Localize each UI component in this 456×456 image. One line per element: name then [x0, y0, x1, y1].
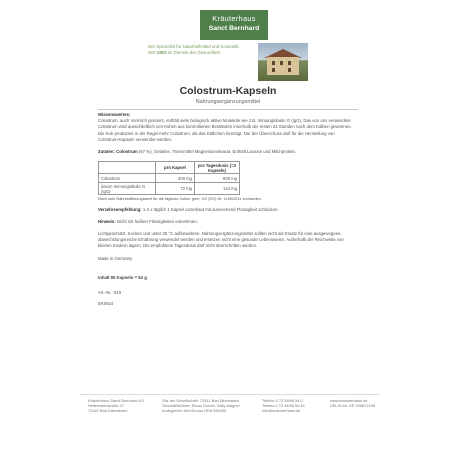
info-section — [98, 112, 356, 143]
footer-company — [162, 398, 256, 414]
building-photo — [258, 43, 308, 81]
ingredients-main: Colostrum — [116, 149, 138, 154]
table-header-row — [99, 162, 240, 174]
footer-email-link[interactable]: info@kraeuterhaus.de — [262, 408, 301, 414]
footer-line: Amtsgericht Ulm/Donau HRA 540495 — [162, 408, 227, 414]
table-header: pro Kapsel — [156, 162, 195, 174]
info-body: Colostrum, auch Vormilch genannt, enthält viele biologisch aktive Moleküle wie z.B. Immunglobulin G (IgG). Das von uns verwendete Colostrum wird ausschließlich von Kühen aus kontrollierten Beständen innerhalb der ersten 24 Stunden nach dem Kalben gewonnen. Die Kuh produziert in der Regel mehr Colostrum, als das Kälbchen benötigt. Nur der Überschuss darf für die Herstellung von Colostrum-Kapseln verwendet werden. — [98, 118, 352, 142]
page-subtitle: Nahrungsergänzungsmittel — [195, 99, 261, 105]
footer-contact — [262, 398, 324, 414]
building-facade — [267, 57, 299, 75]
hint-text: Nicht mit heißen Flüssigkeiten einnehmen. — [115, 219, 198, 224]
usage-text: 1-2 x täglich 1 Kapsel unzerkaut mit ausreichend Flüssigkeit schlucken. — [141, 207, 279, 212]
hint-section — [98, 219, 356, 225]
usage-label: Verzehrsempfehlung: — [98, 207, 142, 212]
table-row — [99, 174, 240, 183]
footer-divider — [80, 394, 380, 395]
usage-section — [98, 207, 356, 213]
ingredients-text: (67 %), Gelatine, Trennmittel Magnesiumstearat. Enthält Lactose und Milchprotein. — [137, 149, 297, 154]
title-divider — [98, 109, 358, 110]
table-row — [99, 183, 240, 195]
footer-line: 73342 Bad Ditzenbach — [88, 408, 128, 414]
table-cell: 72 mg — [156, 183, 195, 195]
brand-logo — [200, 10, 268, 40]
nutrition-table — [98, 161, 240, 195]
building-window — [280, 61, 283, 65]
table-cell: 144 mg — [195, 183, 240, 195]
storage-section: Lichtgeschützt, trocken und unter 25 °C aufbewahren. Nahrungsergänzungsmittel sollten nicht als Ersatz für eine ausgewogene, abwechslungsreiche Ernährung verwendet werden und ersetzen nicht eine gesunde Lebensweise. Außerhalb der Reichweite von kleinen Kindern lagern. Die empfohlene Tagesdosis darf nicht überschritten werden. — [98, 231, 344, 249]
brand-line-2: Sanct Bernhard — [208, 25, 260, 32]
table-cell: davon Immunglobulin G (IgG) — [99, 183, 156, 195]
footer-website-link[interactable]: www.kraeuterhaus.de — [330, 398, 368, 403]
tagline-line-2 — [148, 50, 258, 56]
brand-line-1: Kräuterhaus — [212, 14, 256, 23]
footer-line: Kräuterhaus Sanct Bernhard KG — [88, 398, 145, 403]
info-heading: Wissenswertes: — [98, 112, 131, 117]
building-window — [272, 61, 275, 65]
table-header: pro Tagesdosis (=3 Kapseln) — [195, 162, 240, 174]
building-window — [288, 68, 291, 72]
ingredients-section — [98, 149, 356, 155]
table-header — [99, 162, 156, 174]
tagline-line-1: Der Spezialist für Naturheilmittel und Kosmetik. — [148, 44, 240, 49]
table-cell: Colostrum — [99, 174, 156, 183]
brand-tagline — [148, 44, 258, 55]
footer-line: Sitz der Gesellschaft: 73342 Bad Ditzenbach — [162, 398, 240, 403]
footer-web — [330, 398, 392, 408]
origin: Made in Germany — [98, 256, 133, 261]
article-number: Art.-Nr.: 819 — [98, 290, 122, 295]
footer-address — [88, 398, 158, 414]
footer-line: USt-ID-Nr. DE 205872188 — [330, 403, 375, 409]
tagline-prefix: Seit — [148, 49, 157, 55]
page-title: Colostrum-Kapseln — [179, 85, 277, 97]
table-cell: 800 mg — [195, 174, 240, 183]
building-window — [288, 61, 291, 65]
ingredients-label: Zutaten: — [98, 149, 115, 154]
footer-line: Geschäftsführer: Elmar Schulz, Sally Wagner — [162, 403, 240, 409]
hint-label: Hinweis: — [98, 219, 116, 224]
ean-code: EK0624 — [98, 301, 114, 306]
table-cell: 400 mg — [156, 174, 195, 183]
package-content: Inhalt 90 Kapseln = 52 g — [98, 275, 147, 280]
footer-line: Helfensteinstraße 47 — [88, 403, 124, 409]
nutrition-note: Noch kein Nährstoffbezugswert für die tägliche Zufuhr gem. VO (EG) Nr. 1169/2011 vorhanden. — [98, 196, 262, 201]
footer-line: Telefax 0 73 34/96 54 44 — [262, 403, 305, 409]
building-window — [272, 68, 275, 72]
tagline-year: 1903 — [156, 49, 167, 55]
tagline-suffix: im Dienste der Gesundheit. — [166, 49, 222, 55]
footer-line: Telefon 0 73 34/96 54 0 — [262, 398, 303, 403]
